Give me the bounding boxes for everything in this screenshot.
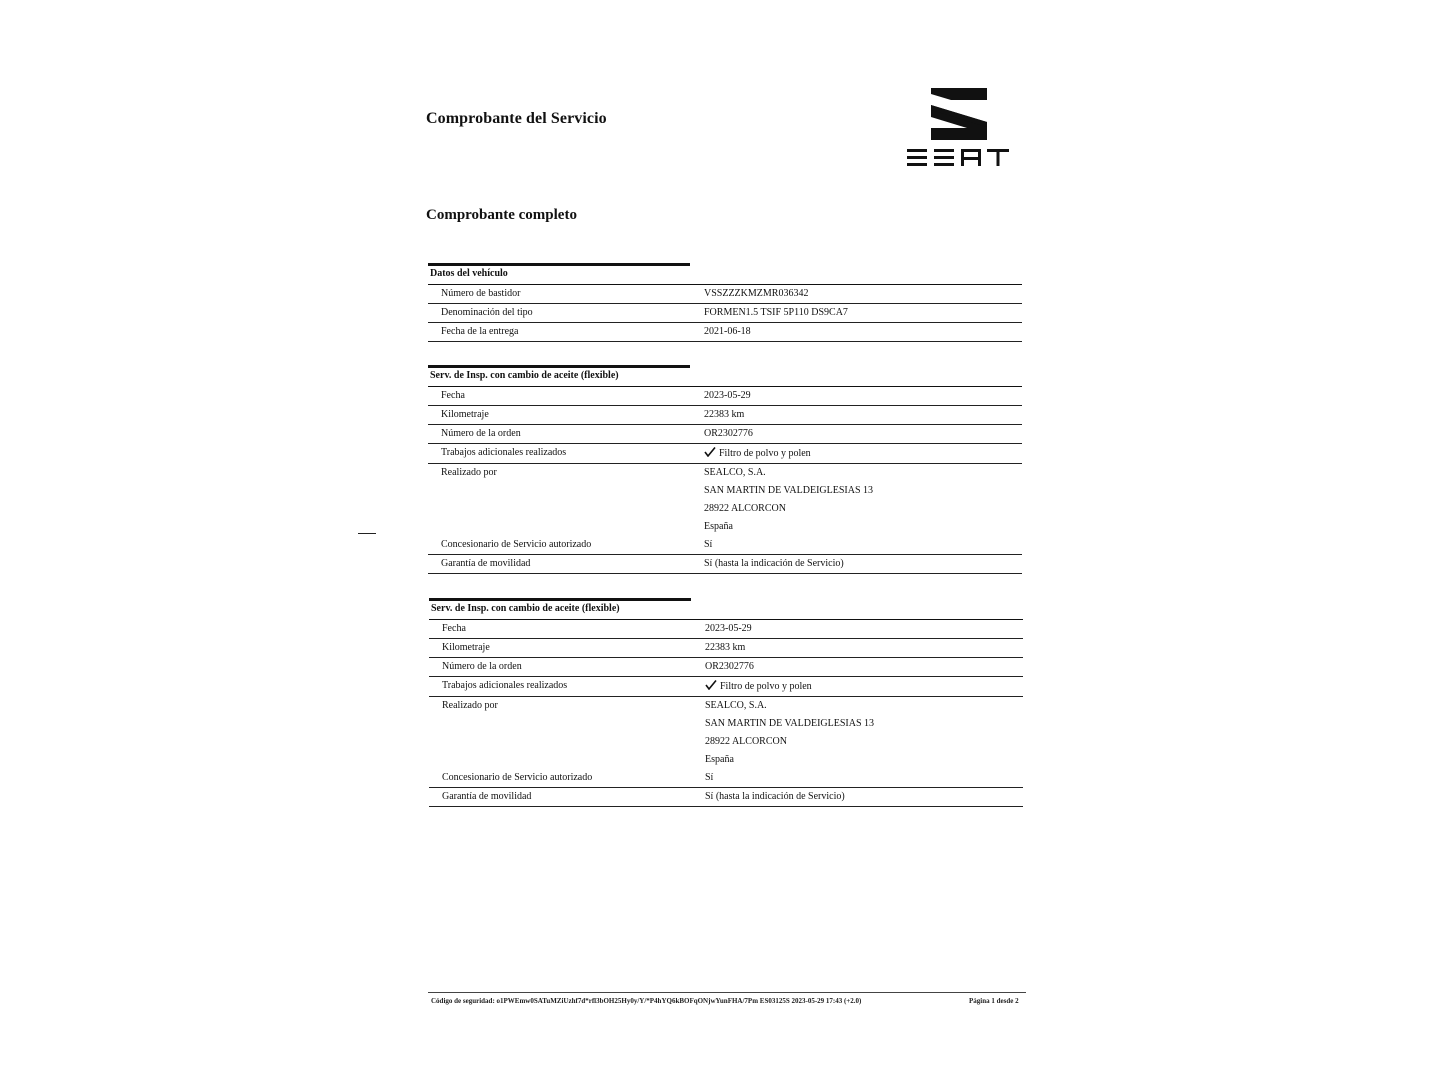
row-value: [705, 680, 812, 692]
row-label: Concesionario de Servicio autorizado: [441, 539, 592, 550]
row-value: 2023-05-29: [705, 623, 752, 634]
row-value: FORMEN1.5 TSIF 5P110 DS9CA7: [704, 307, 848, 318]
row-value: 2021-06-18: [704, 326, 751, 337]
row-label: Realizado por: [442, 700, 498, 711]
table-row: [429, 620, 1023, 639]
row-value: 28922 ALCORCON: [704, 503, 786, 514]
table-row: [428, 482, 1022, 500]
page-number: Página 1 desde 2: [969, 997, 1019, 1005]
table-row: [428, 518, 1022, 536]
row-label: Fecha: [442, 623, 466, 634]
table-row: [428, 285, 1022, 304]
row-value: SAN MARTIN DE VALDEIGLESIAS 13: [704, 485, 874, 496]
table-row: [429, 697, 1023, 715]
document-subtitle: Comprobante completo: [426, 207, 577, 223]
table-row: [429, 715, 1023, 733]
seat-logo: [905, 86, 1011, 172]
table-row: [429, 751, 1023, 769]
row-value: OR2302776: [704, 428, 753, 439]
table-row: [429, 788, 1023, 807]
row-label: Kilometraje: [442, 642, 490, 653]
row-label: Número de la orden: [442, 661, 522, 672]
row-label: Garantía de movilidad: [441, 558, 531, 569]
section-heading-label: Serv. de Insp. con cambio de aceite (flexible): [431, 603, 620, 614]
document-title: Comprobante del Servicio: [426, 110, 607, 127]
row-label: Número de bastidor: [441, 288, 521, 299]
table-row: [429, 677, 1023, 697]
checkmark-icon: [705, 680, 717, 690]
table-row: [428, 536, 1022, 555]
row-label: Trabajos adicionales realizados: [442, 680, 568, 691]
seat-s-mark-icon: [929, 86, 989, 142]
table-row: [428, 555, 1022, 574]
table-row: [429, 733, 1023, 751]
table-row: [429, 769, 1023, 788]
row-value: OR2302776: [705, 661, 754, 672]
table-row: [429, 658, 1023, 677]
row-value: España: [705, 754, 734, 765]
table-row: [428, 304, 1022, 323]
row-value: SAN MARTIN DE VALDEIGLESIAS 13: [705, 718, 875, 729]
seat-wordmark: [905, 146, 1011, 168]
footer-divider: [428, 992, 1026, 993]
row-value: Sí: [704, 539, 713, 550]
section-heading: [428, 263, 690, 284]
table-row: [428, 323, 1022, 342]
table-row: [428, 464, 1022, 482]
row-value: 22383 km: [705, 642, 746, 653]
table-row: [428, 444, 1022, 464]
additional-work-text: Filtro de polvo y polen: [720, 681, 812, 692]
row-value: VSSZZZKMZMR036342: [704, 288, 809, 299]
row-label: Fecha: [441, 390, 465, 401]
checkmark-icon: [704, 447, 716, 457]
row-value: 2023-05-29: [704, 390, 751, 401]
table-row: [428, 425, 1022, 444]
row-label: Garantía de movilidad: [442, 791, 532, 802]
table-row: [428, 406, 1022, 425]
table-row: [428, 500, 1022, 518]
section-heading-label: Datos del vehículo: [430, 268, 508, 279]
row-label: Concesionario de Servicio autorizado: [442, 772, 593, 783]
row-label: Número de la orden: [441, 428, 521, 439]
service-section-1: [428, 365, 1022, 574]
table-row: [428, 387, 1022, 406]
row-label: Denominación del tipo: [441, 307, 533, 318]
row-value: Sí (hasta la indicación de Servicio): [705, 791, 845, 802]
section-heading: [429, 598, 691, 619]
row-value: España: [704, 521, 733, 532]
security-code: Código de seguridad: o1PWEmw0SATuMZiUzhf7d*rfl3bOH25Hy0y/Y/*P4hYQ6kBOFqONjwYunFHA/7Pm ES03125S 2023-05-29 17:43 (+2.0): [431, 997, 862, 1005]
additional-work-text: Filtro de polvo y polen: [719, 448, 811, 459]
row-value: SEALCO, S.A.: [705, 700, 767, 711]
section-heading: [428, 365, 690, 386]
row-label: Kilometraje: [441, 409, 489, 420]
row-value: SEALCO, S.A.: [704, 467, 766, 478]
row-value: Sí (hasta la indicación de Servicio): [704, 558, 844, 569]
service-section-2: [429, 598, 1023, 807]
section-heading-label: Serv. de Insp. con cambio de aceite (flexible): [430, 370, 619, 381]
vehicle-data-section: [428, 263, 1022, 342]
row-value: 28922 ALCORCON: [705, 736, 787, 747]
row-label: Trabajos adicionales realizados: [441, 447, 567, 458]
row-value: Sí: [705, 772, 714, 783]
row-value: 22383 km: [704, 409, 745, 420]
row-label: Realizado por: [441, 467, 497, 478]
margin-mark: [358, 533, 376, 534]
row-label: Fecha de la entrega: [441, 326, 519, 337]
row-value: [704, 447, 811, 459]
table-row: [429, 639, 1023, 658]
